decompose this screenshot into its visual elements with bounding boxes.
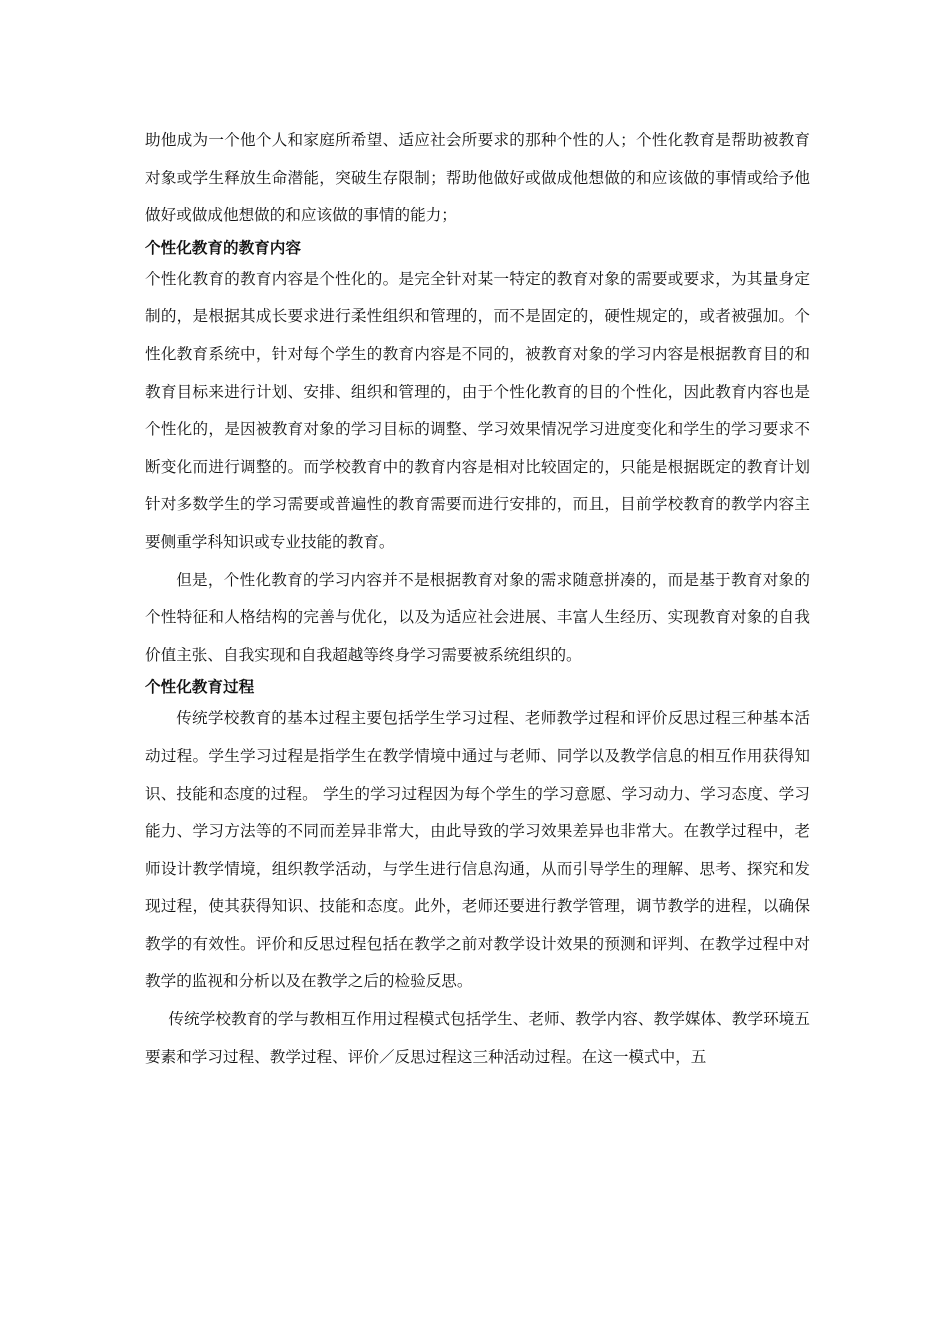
paragraph-intro-continued: 助他成为一个他个人和家庭所希望、适应社会所要求的那种个性的人；个性化教育是帮助被教育对象或学生释放生命潜能，突破生存限制；帮助他做好或做成他想做的和应该做的事情或给予他做好或做成他想做的和应该做的事情的能力； xyxy=(145,131,810,225)
paragraph-traditional-process: 传统学校教育的基本过程主要包括学生学习过程、老师教学过程和评价反思过程三种基本活动过程。学生学习过程是指学生在教学情境中通过与老师、同学以及教学信息的相互作用获得知识、技能和态度的过程。 学生的学习过程因为每个学生的学习意愿、学习动力、学习态度、学习能力、学习方法等的不同而差异非常大，由此导致的学习效果差异也非常大。在教学过程中，老师设计教学情境，组织教学活动，与学生进行信息沟通，从而引导学生的理解、思考、探究和发现过程，使其获得知识、技能和态度。此外，老师还要进行教学管理，调节教学的进程，以确保教学的有效性。评价和反思过程包括在教学之前对教学设计效果的预测和评判、在教学过程中对教学的监视和分析以及在教学之后的检验反思。 xyxy=(145,709,810,991)
paragraph-education-content: 个性化教育的教育内容是个性化的。是完全针对某一特定的教育对象的需要或要求，为其量身定制的，是根据其成长要求进行柔性组织和管理的，而不是固定的，硬性规定的，或者被强加。个性化教育系统中，针对每个学生的教育内容是不同的，被教育对象的学习内容是根据教育目的和教育目标来进行计划、安排、组织和管理的，由于个性化教育的目的个性化，因此教育内容也是个性化的，是因被教育对象的学习目标的调整、学习效果情况学习进度变化和学生的学习要求不断变化而进行调整的。而学校教育中的教育内容是相对比较固定的，只能是根据既定的教育计划针对多数学生的学习需要或普遍性的教育需要而进行安排的，而且，目前学校教育的教学内容主要侧重学科知识或专业技能的教育。 xyxy=(145,269,810,551)
section-heading-education-process: 个性化教育过程 xyxy=(145,678,255,697)
paragraph-interaction-model: 传统学校教育的学与教相互作用过程模式包括学生、老师、教学内容、教学媒体、教学环境五要素和学习过程、教学过程、评价／反思过程这三种活动过程。在这一模式中，五 xyxy=(145,1010,810,1066)
document-body xyxy=(145,122,810,1076)
section-heading-education-content: 个性化教育的教育内容 xyxy=(145,238,301,257)
paragraph-learning-content-not-random: 但是，个性化教育的学习内容并不是根据教育对象的需求随意拼凑的，而是基于教育对象的个性特征和人格结构的完善与优化，以及为适应社会进展、丰富人生经历、实现教育对象的自我价值主张、自我实现和自我超越等终身学习需要被系统组织的。 xyxy=(145,570,810,664)
